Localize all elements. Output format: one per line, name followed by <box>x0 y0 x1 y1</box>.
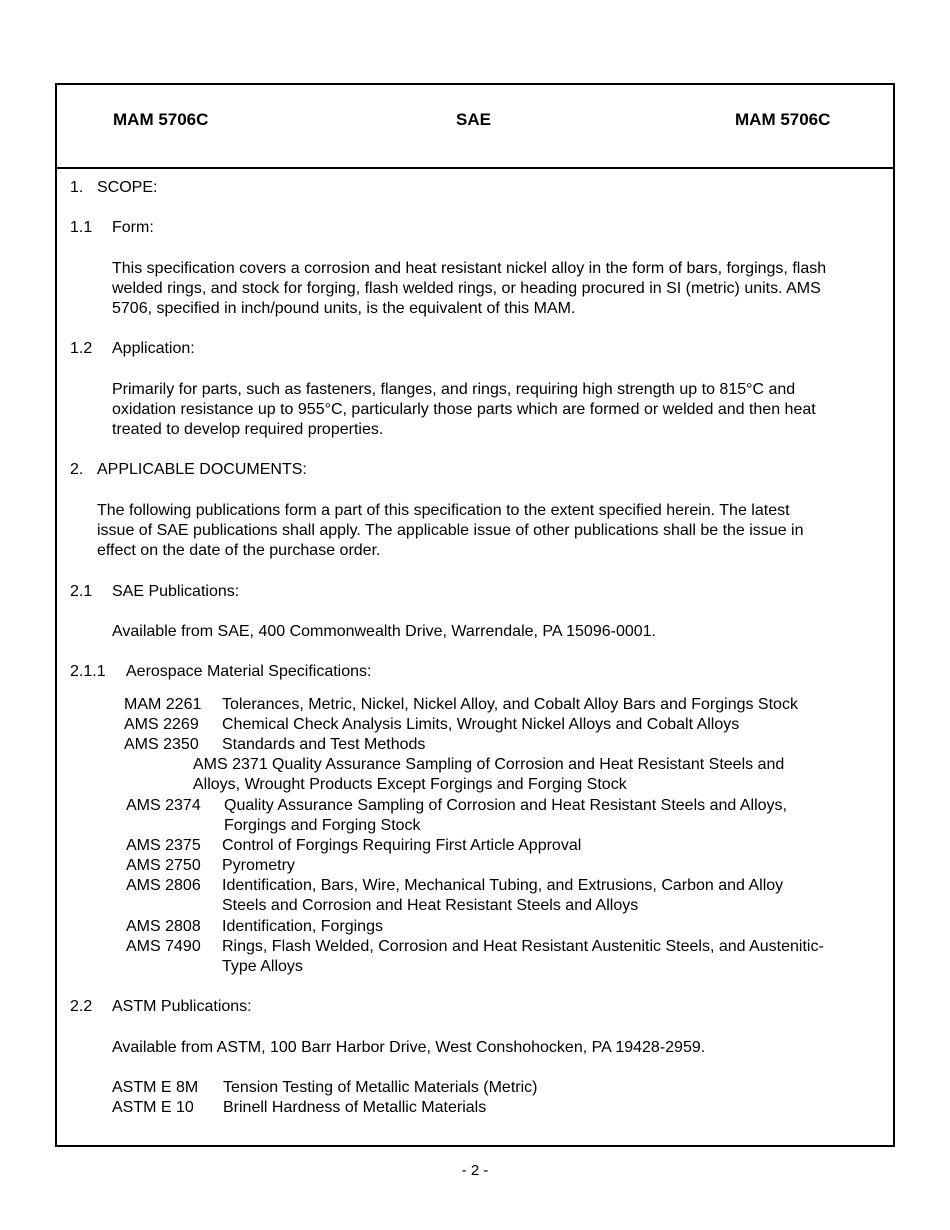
section-number: 2.1.1 <box>70 663 106 680</box>
paragraph-line: issue of SAE publications shall apply. The applicable issue of other publications shall be the issue in <box>97 522 804 539</box>
section-title: Application: <box>112 340 195 357</box>
section-number: 1. <box>70 179 84 196</box>
section-number: 2. <box>70 461 84 478</box>
reference-title-continuation <box>193 775 627 795</box>
reference-title <box>222 715 739 735</box>
header-organization: SAE <box>456 110 491 129</box>
reference-code: ASTM E 10 <box>112 1099 194 1116</box>
reference-code: AMS 2269 <box>124 716 199 733</box>
reference-title-line: Standards and Test Methods <box>222 736 426 753</box>
page-header <box>57 85 893 169</box>
reference-title-line: Brinell Hardness of Metallic Materials <box>223 1099 487 1116</box>
reference-title <box>222 937 824 977</box>
reference-title-line: Steels and Corrosion and Heat Resistant Steels and Alloys <box>222 897 639 914</box>
page-number: - 2 - <box>461 1162 489 1179</box>
section-title: APPLICABLE DOCUMENTS: <box>97 461 307 478</box>
reference-title-line: Tolerances, Metric, Nickel, Nickel Alloy, and Cobalt Alloy Bars and Forgings Stock <box>222 696 798 713</box>
paragraph-line: This specification covers a corrosion and heat resistant nickel alloy in the form of bars, forgings, flash <box>112 260 827 277</box>
reference-title-line: Control of Forgings Requiring First Article Approval <box>222 837 582 854</box>
reference-title-line: Pyrometry <box>222 857 295 874</box>
reference-title <box>223 1098 486 1118</box>
section-title: SAE Publications: <box>112 583 240 600</box>
reference-title-line: Forgings and Forging Stock <box>224 817 421 834</box>
reference-title-line: Alloys, Wrought Products Except Forgings and Forging Stock <box>193 776 627 793</box>
section-number: 2.1 <box>70 583 93 600</box>
reference-title <box>224 796 787 836</box>
reference-title-line: Quality Assurance Sampling of Corrosion and Heat Resistant Steels and <box>272 756 785 773</box>
reference-code: AMS 2808 <box>126 918 201 935</box>
section-paragraph <box>112 380 816 440</box>
reference-title-line: Type Alloys <box>222 958 303 975</box>
paragraph-line: oxidation resistance up to 955°C, particularly those parts which are formed or welded and then heat <box>112 401 816 418</box>
reference-code: AMS 2350 <box>124 736 199 753</box>
reference-title <box>222 836 581 856</box>
reference-title <box>222 735 425 755</box>
section-paragraph: Available from SAE, 400 Commonwealth Drive, Warrendale, PA 15096-0001. <box>112 623 656 640</box>
reference-title <box>222 856 295 876</box>
header-doc-number-left: MAM 5706C <box>113 110 209 129</box>
reference-code: AMS 2806 <box>126 877 201 894</box>
section-title: Aerospace Material Specifications: <box>126 663 372 680</box>
paragraph-line: Primarily for parts, such as fasteners, flanges, and rings, requiring high strength up to 815°C and <box>112 381 796 398</box>
reference-code: AMS 2375 <box>126 837 201 854</box>
reference-code: AMS 2750 <box>126 857 201 874</box>
reference-title <box>222 876 783 916</box>
reference-title <box>223 1078 537 1098</box>
section-paragraph <box>112 259 826 319</box>
section-number: 1.2 <box>70 340 93 357</box>
header-doc-number-right: MAM 5706C <box>735 110 831 129</box>
section-paragraph: Available from ASTM, 100 Barr Harbor Drive, West Conshohocken, PA 19428-2959. <box>112 1039 706 1056</box>
paragraph-line: The following publications form a part of this specification to the extent specified herein. The latest <box>97 502 790 519</box>
reference-code: MAM 2261 <box>124 696 202 713</box>
reference-title <box>222 917 383 937</box>
section-number: 1.1 <box>70 219 93 236</box>
reference-code: AMS 7490 <box>126 938 201 955</box>
paragraph-line: 5706, specified in inch/pound units, is the equivalent of this MAM. <box>112 300 576 317</box>
reference-title <box>272 755 784 775</box>
reference-code: ASTM E 8M <box>112 1079 199 1096</box>
reference-title-line: Rings, Flash Welded, Corrosion and Heat Resistant Austenitic Steels, and Austenitic- <box>222 938 824 955</box>
reference-title <box>222 695 798 715</box>
reference-title-line: Identification, Forgings <box>222 918 383 935</box>
reference-code: AMS 2374 <box>126 797 201 814</box>
reference-title-line: Chemical Check Analysis Limits, Wrought Nickel Alloys and Cobalt Alloys <box>222 716 740 733</box>
reference-title-line: Tension Testing of Metallic Materials (Metric) <box>223 1079 538 1096</box>
section-number: 2.2 <box>70 998 93 1015</box>
section-title: ASTM Publications: <box>112 998 252 1015</box>
paragraph-line: effect on the date of the purchase order. <box>97 542 381 559</box>
reference-title-line: Identification, Bars, Wire, Mechanical Tubing, and Extrusions, Carbon and Alloy <box>222 877 784 894</box>
reference-code: AMS 2371 <box>193 756 268 773</box>
section-title: Form: <box>112 219 154 236</box>
paragraph-line: treated to develop required properties. <box>112 421 384 438</box>
section-title: SCOPE: <box>97 179 158 196</box>
page-frame <box>55 83 895 1147</box>
reference-title-line: Quality Assurance Sampling of Corrosion and Heat Resistant Steels and Alloys, <box>224 797 787 814</box>
section-paragraph <box>97 501 804 561</box>
paragraph-line: welded rings, and stock for forging, flash welded rings, or heading procured in SI (metric) units. AMS <box>112 280 821 297</box>
